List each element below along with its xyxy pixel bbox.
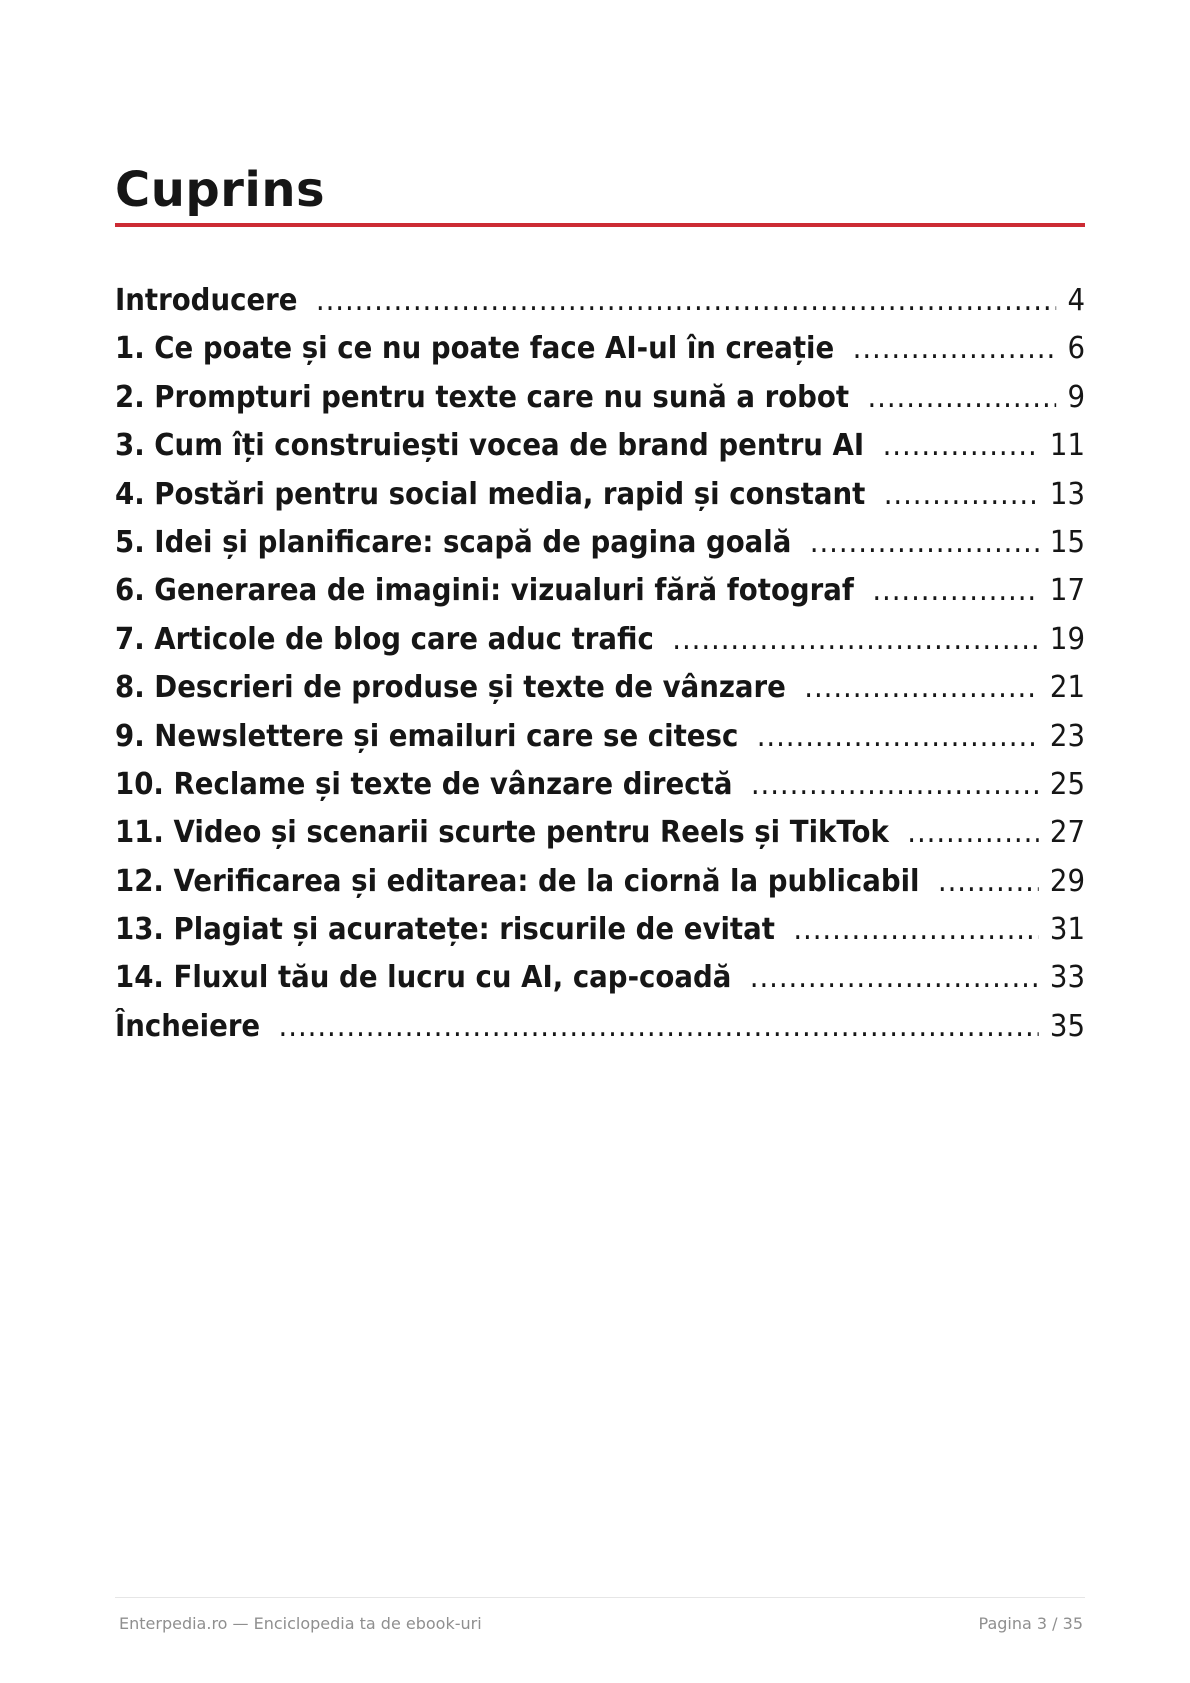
toc-entry-page: 13 [1049, 476, 1086, 512]
toc-dot-leader [757, 713, 1039, 761]
title-divider [115, 223, 1085, 227]
toc-entry-title: 1. Ce poate și ce nu poate face AI-ul în creație [115, 331, 835, 367]
toc-entry-page: 31 [1049, 912, 1086, 948]
toc-entry-page: 25 [1049, 766, 1086, 802]
toc-dot-leader [279, 1003, 1039, 1051]
toc-entry-page: 6 [1067, 331, 1086, 367]
toc-entry-title: 12. Verificarea și editarea: de la ciornă la publicabil [115, 863, 920, 899]
toc-entry-title: 5. Idei și planificare: scapă de pagina goală [115, 524, 792, 560]
toc-entry-page: 35 [1049, 1008, 1086, 1044]
toc-entry-title: 2. Prompturi pentru texte care nu sună a robot [115, 379, 850, 415]
toc-dot-leader [810, 519, 1039, 567]
toc-entry-page: 4 [1067, 283, 1086, 318]
toc-entry-title: 13. Plagiat și acuratețe: riscurile de evitat [115, 912, 775, 948]
toc-dot-leader [907, 809, 1039, 857]
toc-dot-leader [872, 567, 1039, 615]
toc-entry-page: 17 [1049, 573, 1086, 609]
toc-entry[interactable] [115, 954, 1085, 1002]
page-title: Cuprins [115, 162, 326, 219]
toc-entry-title: Introducere [115, 283, 298, 318]
toc-entry-title: 4. Postări pentru social media, rapid și constant [115, 476, 866, 512]
toc-entry-page: 15 [1049, 524, 1086, 560]
toc-entry[interactable] [115, 1003, 1085, 1051]
toc-entry-title: Încheiere [115, 1008, 261, 1044]
toc-dot-leader [672, 616, 1039, 664]
toc-entry[interactable] [115, 713, 1085, 761]
toc-entry-title: 10. Reclame și texte de vânzare directă [115, 766, 733, 802]
toc-entry[interactable] [115, 567, 1085, 615]
toc-dot-leader [793, 906, 1039, 954]
toc-entry-page: 27 [1049, 815, 1086, 851]
toc-entry[interactable] [115, 519, 1085, 567]
toc-entry[interactable] [115, 664, 1085, 712]
toc-dot-leader [804, 664, 1039, 712]
toc-entry-title: 11. Video și scenarii scurte pentru Reels și TikTok [115, 815, 889, 851]
toc-entry-title: 3. Cum îți construiești vocea de brand pentru AI [115, 428, 865, 464]
toc-entry[interactable] [115, 471, 1085, 519]
toc-entry[interactable] [115, 761, 1085, 809]
toc-entry-page: 33 [1049, 960, 1086, 996]
toc-dot-leader [853, 325, 1057, 373]
toc-entry-page: 9 [1067, 379, 1086, 415]
toc-entry-title: 7. Articole de blog care aduc trafic [115, 621, 654, 657]
toc-entry[interactable] [115, 809, 1085, 857]
toc-dot-leader [316, 277, 1057, 325]
toc-entry-page: 29 [1049, 863, 1086, 899]
toc-entry[interactable] [115, 616, 1085, 664]
toc-entry-title: 8. Descrieri de produse și texte de vânzare [115, 670, 786, 706]
toc-entry-title: 9. Newslettere și emailuri care se citesc [115, 718, 739, 754]
footer-page-number: Pagina 3 / 35 [978, 1614, 1083, 1633]
footer-divider [115, 1597, 1085, 1598]
toc-entry-page: 19 [1049, 621, 1086, 657]
toc-dot-leader [750, 954, 1039, 1002]
toc-entry[interactable] [115, 374, 1085, 422]
table-of-contents [115, 277, 1085, 1051]
toc-dot-leader [883, 422, 1039, 470]
toc-entry[interactable] [115, 858, 1085, 906]
footer-site-label: Enterpedia.ro — Enciclopedia ta de ebook-uri [119, 1614, 482, 1633]
toc-entry-title: 6. Generarea de imagini: vizualuri fără fotograf [115, 573, 854, 609]
toc-entry[interactable] [115, 277, 1085, 325]
toc-entry-title: 14. Fluxul tău de lucru cu AI, cap-coadă [115, 960, 732, 996]
toc-dot-leader [867, 374, 1056, 422]
toc-dot-leader [938, 858, 1039, 906]
toc-dot-leader [884, 471, 1039, 519]
toc-entry[interactable] [115, 906, 1085, 954]
toc-dot-leader [751, 761, 1039, 809]
toc-entry-page: 21 [1049, 670, 1086, 706]
toc-entry-page: 11 [1049, 428, 1086, 464]
toc-entry[interactable] [115, 422, 1085, 470]
toc-entry[interactable] [115, 325, 1085, 373]
toc-entry-page: 23 [1049, 718, 1086, 754]
